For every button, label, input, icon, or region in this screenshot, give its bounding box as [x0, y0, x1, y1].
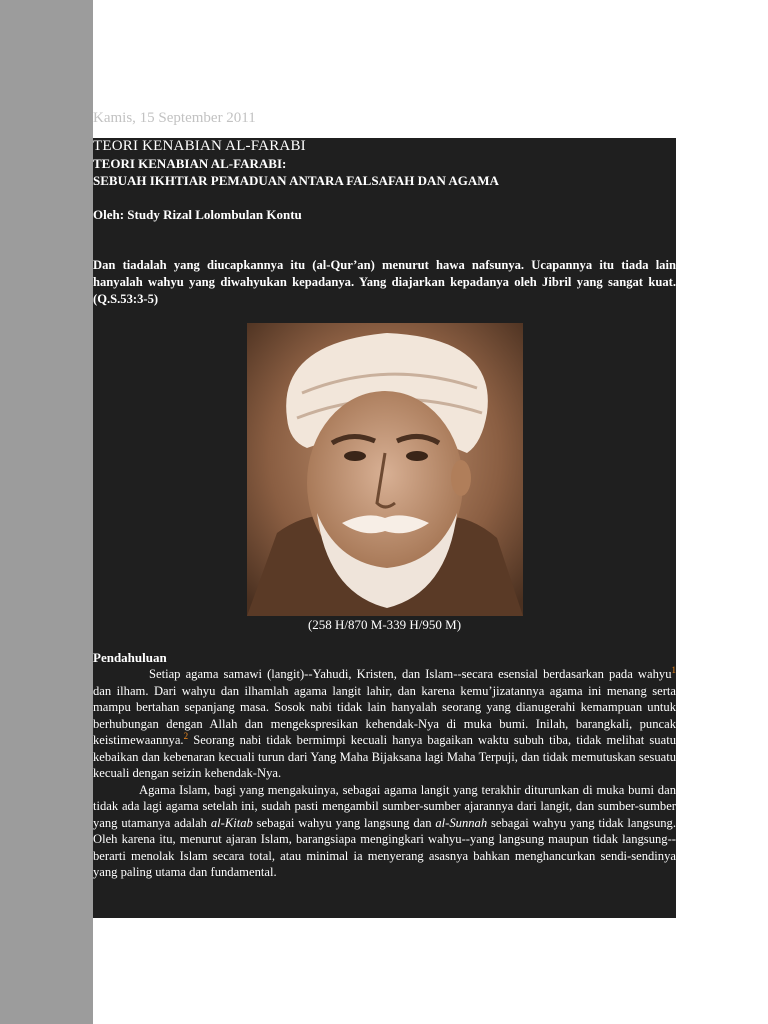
paragraph-1-part-b: dan ilham. Dari wahyu dan ilhamlah agama langit lahir, dan karena kemu’jizatannya agama ini menang serta mampu bertahan sepanjang masa. Sosok nabi tidak lain hanyalah seorang yang dianugerahi kemampuan untuk berhubungan dengan Allah dan mengekspresikan kehendak-Nya di muka bumi. Inilah, barangkali, puncak keistimewaannya. [93, 683, 676, 747]
subtitle-line-2: SEBUAH IKHTIAR PEMADUAN ANTARA FALSAFAH DAN AGAMA [93, 173, 499, 188]
section-heading: Pendahuluan [93, 650, 167, 665]
footnote-link-2[interactable]: 2 [183, 730, 189, 741]
term-al-sunnah: al-Sunnah [435, 815, 488, 830]
left-margin-bar [0, 0, 93, 1024]
paragraph-2 [93, 782, 676, 881]
paragraph-2-part-b: sebagai wahyu yang langsung dan [252, 815, 436, 830]
term-al-kitab: al-Kitab [210, 815, 253, 830]
paragraph-1 [93, 666, 676, 782]
quran-quote: Dan tiadalah yang diucapkannya itu (al-Qur’an) menurut hawa nafsunya. Ucapannya itu tiada lain hanyalah wahyu yang diwahyukan kepadanya. Yang diajarkan kepadanya oleh Jibril yang sangat kuat. (Q.S.53:3-5) [93, 258, 676, 306]
al-farabi-portrait[interactable] [247, 323, 523, 616]
subtitle-line-1: TEORI KENABIAN AL-FARABI: [93, 156, 287, 171]
post-date: Kamis, 15 September 2011 [93, 110, 256, 126]
post-title[interactable]: TEORI KENABIAN AL-FARABI [93, 138, 306, 154]
paragraph-2-part-c: sebagai wahyu yang tidak langsung. Oleh karena itu, menurut ajaran Islam, barangsiapa mengingkari wahyu--yang langsung maupun tidak langsung--berarti menolak Islam secara total, atau minimal ia menyerang asasnya bahkan menghancurkan sendi-sendinya yang paling utama dan fundamental. [93, 815, 676, 879]
paragraph-2-part-a: Agama Islam, bagi yang mengakuinya, sebagai agama langit yang terakhir diturunkan di muka bumi dan tidak ada lagi agama setelah ini, sudah pasti mengambil sumber-sumber ajarannya dari langit, dan sumber-sumber yang utamanya adalah [93, 782, 676, 830]
footnote-link-1[interactable]: 1 [671, 664, 676, 675]
author-line: Oleh: Study Rizal Lolombulan Kontu [93, 207, 302, 222]
paragraph-1-part-c: Seorang nabi tidak bermimpi kecuali hanya bagaikan waktu subuh tiba, tidak melihat suatu kebaikan dan kebenaran kecuali turun dari Yang Maha Bijaksana lagi Maha Terpuji, dan tidak memutuskan sesuatu kecuali dengan seizin kehendak-Nya. [93, 733, 676, 780]
article-text [93, 666, 676, 881]
post-body [93, 138, 676, 918]
paragraph-1-part-a: Setiap agama samawi (langit)--Yahudi, Kristen, dan Islam--secara esensial berdasarkan pada wahyu [149, 667, 672, 681]
image-caption: (258 H/870 M-339 H/950 M) [307, 617, 462, 632]
